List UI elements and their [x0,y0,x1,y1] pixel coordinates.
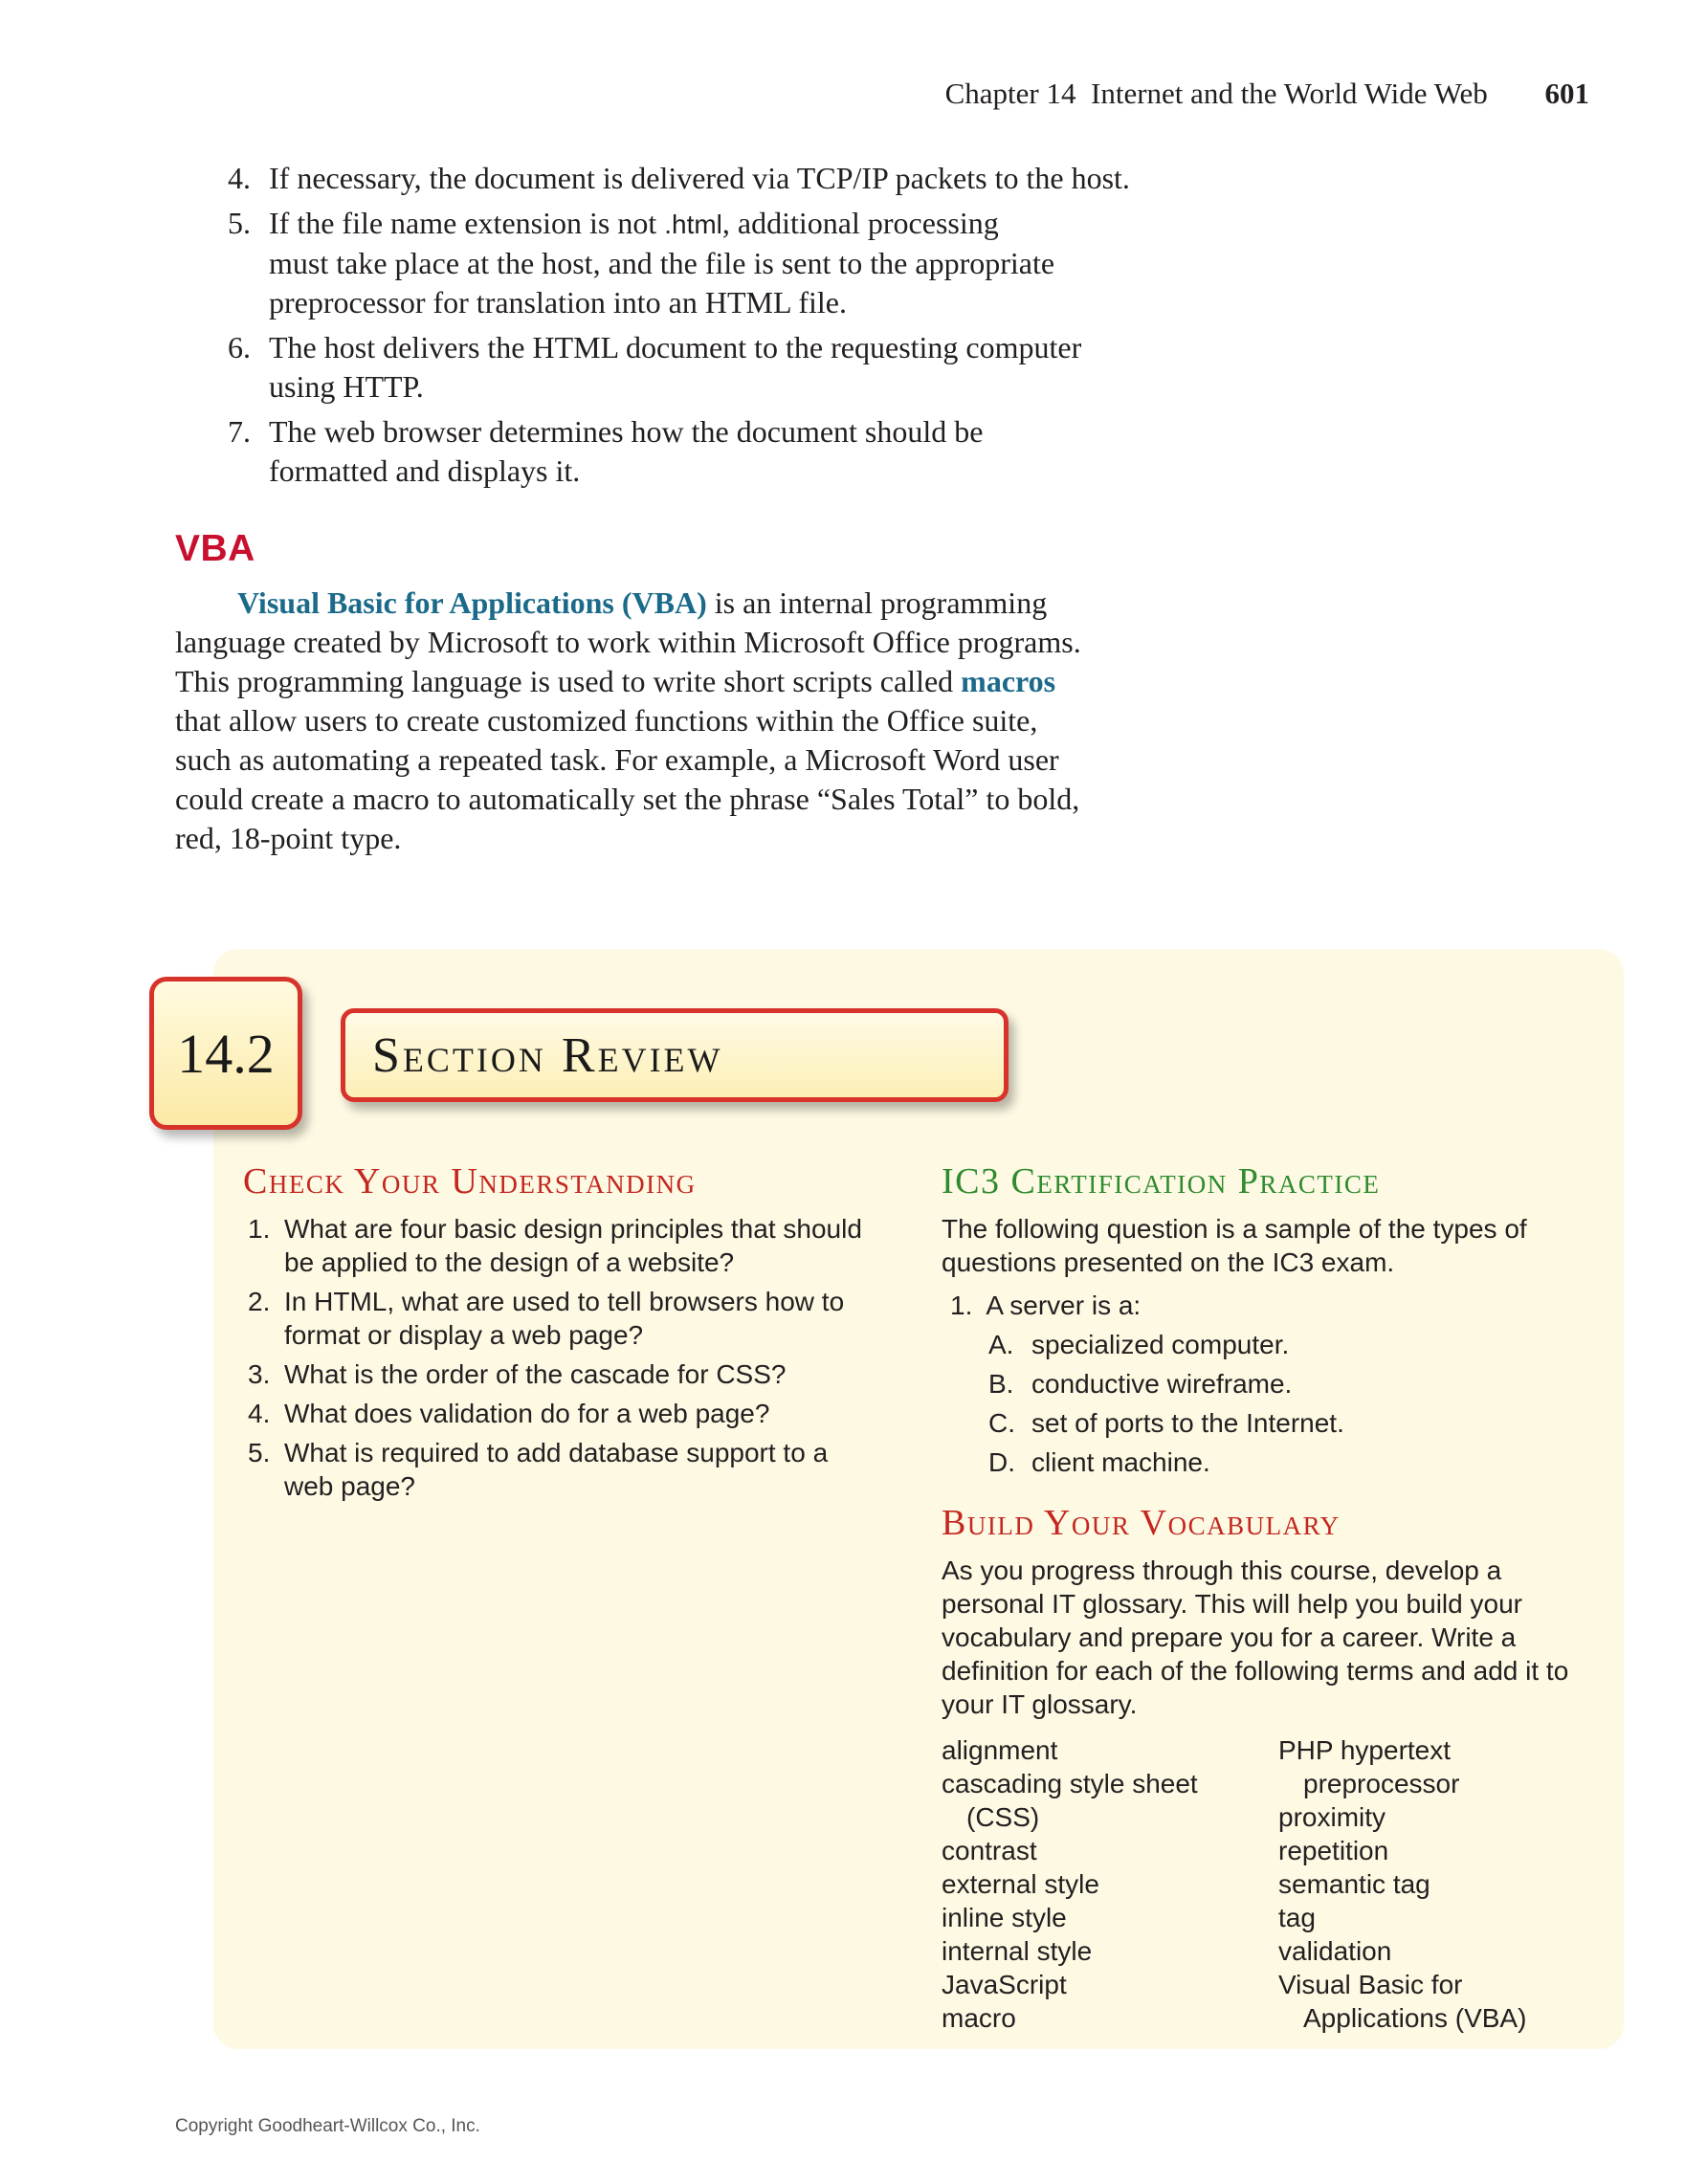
question-number: 1. [248,1214,271,1244]
paragraph-line: could create a macro to automatically set the phrase “Sales Total” to bold, [175,782,1080,816]
ic3-intro [942,1212,1592,1279]
vocab-terms-column-2 [1278,1733,1526,2035]
vocab-term: repetition [1278,1836,1389,1865]
paragraph-line [175,584,1081,623]
question-item [0,1212,899,1279]
vocab-term: tag [1278,1903,1316,1932]
ic3-intro-line: The following question is a sample of the types of [942,1214,1527,1244]
paragraph-text: This programming language is used to write short scripts called [175,664,962,698]
file-extension: .html [664,210,722,239]
step-item [0,328,1244,407]
vocab-term: Visual Basic for [1278,1970,1463,1999]
ic3-intro-line: questions presented on the IC3 exam. [942,1247,1395,1277]
question-line: What is required to add database support to a [284,1438,829,1467]
ic3-option [988,1367,1344,1401]
step-item [0,204,1244,322]
question-number: 2. [248,1287,271,1316]
vocab-term-continued: preprocessor [1303,1769,1460,1798]
option-letter: C. [988,1408,1015,1438]
vocab-intro-line: vocabulary and prepare you for a career. Write a [942,1622,1517,1652]
vocab-term: inline style [942,1903,1067,1932]
vocab-intro-line: personal IT glossary. This will help you build your [942,1589,1522,1619]
option-text: specialized computer. [1031,1330,1290,1359]
ic3-practice-heading: IC3 Certification Practice [942,1161,1381,1202]
vocab-term: JavaScript [942,1970,1067,1999]
paragraph-line [175,662,1081,701]
step-line: preprocessor for translation into an HTML file. [269,285,847,320]
paragraph-text: is an internal programming [706,585,1048,620]
ic3-question: 1. A server is a: [950,1291,1142,1320]
step-line: The host delivers the HTML document to the requesting computer [269,330,1082,364]
question-line: format or display a web page? [284,1320,644,1350]
step-line: The web browser determines how the document should be [269,414,984,449]
running-header [945,77,1589,111]
question-line: What is the order of the cascade for CSS? [284,1359,787,1389]
check-questions-list [0,1212,899,1509]
vocab-intro-line: your IT glossary. [942,1689,1138,1719]
paragraph-line: red, 18-point type. [175,821,402,855]
paragraph-line: that allow users to create customized functions within the Office suite, [175,703,1038,738]
question-line: web page? [284,1471,416,1501]
vocab-term: alignment [942,1735,1058,1765]
question-number: 4. [248,1399,271,1428]
check-understanding-heading: Check Your Understanding [243,1161,697,1202]
chapter-title: Chapter 14 Internet and the World Wide Web [944,77,1488,110]
option-letter: D. [988,1447,1015,1477]
key-term-vba: Visual Basic for Applications (VBA) [237,585,707,620]
vocab-term-continued: Applications (VBA) [1303,2003,1527,2033]
page-number: 601 [1544,77,1589,110]
paragraph-line: language created by Microsoft to work within Microsoft Office programs. [175,625,1081,659]
key-term-macros: macros [961,664,1056,698]
vocab-term: validation [1278,1936,1392,1966]
vocab-term: semantic tag [1278,1869,1430,1899]
question-number: 3. [248,1359,271,1389]
option-text: conductive wireframe. [1031,1369,1293,1399]
vba-heading: VBA [175,528,255,569]
question-item [0,1436,899,1503]
section-number-badge: 14.2 [149,977,302,1130]
vocab-term: internal style [942,1936,1093,1966]
ic3-option [988,1328,1344,1361]
step-number: 5. [228,206,251,240]
question-line: What does validation do for a web page? [284,1399,770,1428]
vocab-term: contrast [942,1836,1037,1865]
vocab-term: PHP hypertext [1278,1735,1452,1765]
ic3-options-list [988,1328,1344,1485]
build-vocabulary-heading: Build Your Vocabulary [942,1503,1341,1543]
question-number: 5. [248,1438,271,1467]
step-number: 4. [228,161,251,195]
step-text: , additional processing [721,206,999,240]
vocab-term: cascading style sheet [942,1769,1198,1798]
process-steps-list [0,159,1244,496]
vocab-term: proximity [1278,1802,1386,1832]
option-text: client machine. [1031,1447,1210,1477]
step-number: 6. [228,330,251,364]
step-line: If necessary, the document is delivered via TCP/IP packets to the host. [269,161,1130,195]
step-line: formatted and displays it. [269,453,581,488]
option-letter: A. [988,1330,1014,1359]
vba-paragraph [175,584,1081,858]
step-number: 7. [228,414,251,449]
paragraph-line: such as automating a repeated task. For example, a Microsoft Word user [175,742,1059,777]
step-item [0,159,1244,198]
ic3-option [988,1406,1344,1440]
copyright-footer: Copyright Goodheart-Willcox Co., Inc. [175,2116,480,2136]
question-item [0,1285,899,1352]
section-review-title: Section Review [341,1008,1009,1102]
option-letter: B. [988,1369,1014,1399]
step-item [0,412,1244,491]
step-line: must take place at the host, and the file is sent to the appropriate [269,246,1055,280]
vocab-term: external style [942,1869,1099,1899]
step-line: using HTTP. [269,369,424,404]
vocab-terms-column-1 [942,1733,1198,2035]
step-text: If the file name extension is not [269,206,665,240]
question-line: be applied to the design of a website? [284,1247,735,1277]
vocab-term: macro [942,2003,1016,2033]
ic3-option [988,1445,1344,1479]
question-line: In HTML, what are used to tell browsers how to [284,1287,845,1316]
question-item [0,1397,899,1430]
vocab-intro-line: definition for each of the following terms and add it to [942,1656,1569,1686]
vocab-term-continued: (CSS) [966,1802,1040,1832]
question-item [0,1357,899,1391]
question-line: What are four basic design principles that should [284,1214,862,1244]
step-line [269,206,999,240]
option-text: set of ports to the Internet. [1031,1408,1344,1438]
vocab-intro-line: As you progress through this course, develop a [942,1555,1502,1585]
vocab-intro [942,1554,1611,1721]
